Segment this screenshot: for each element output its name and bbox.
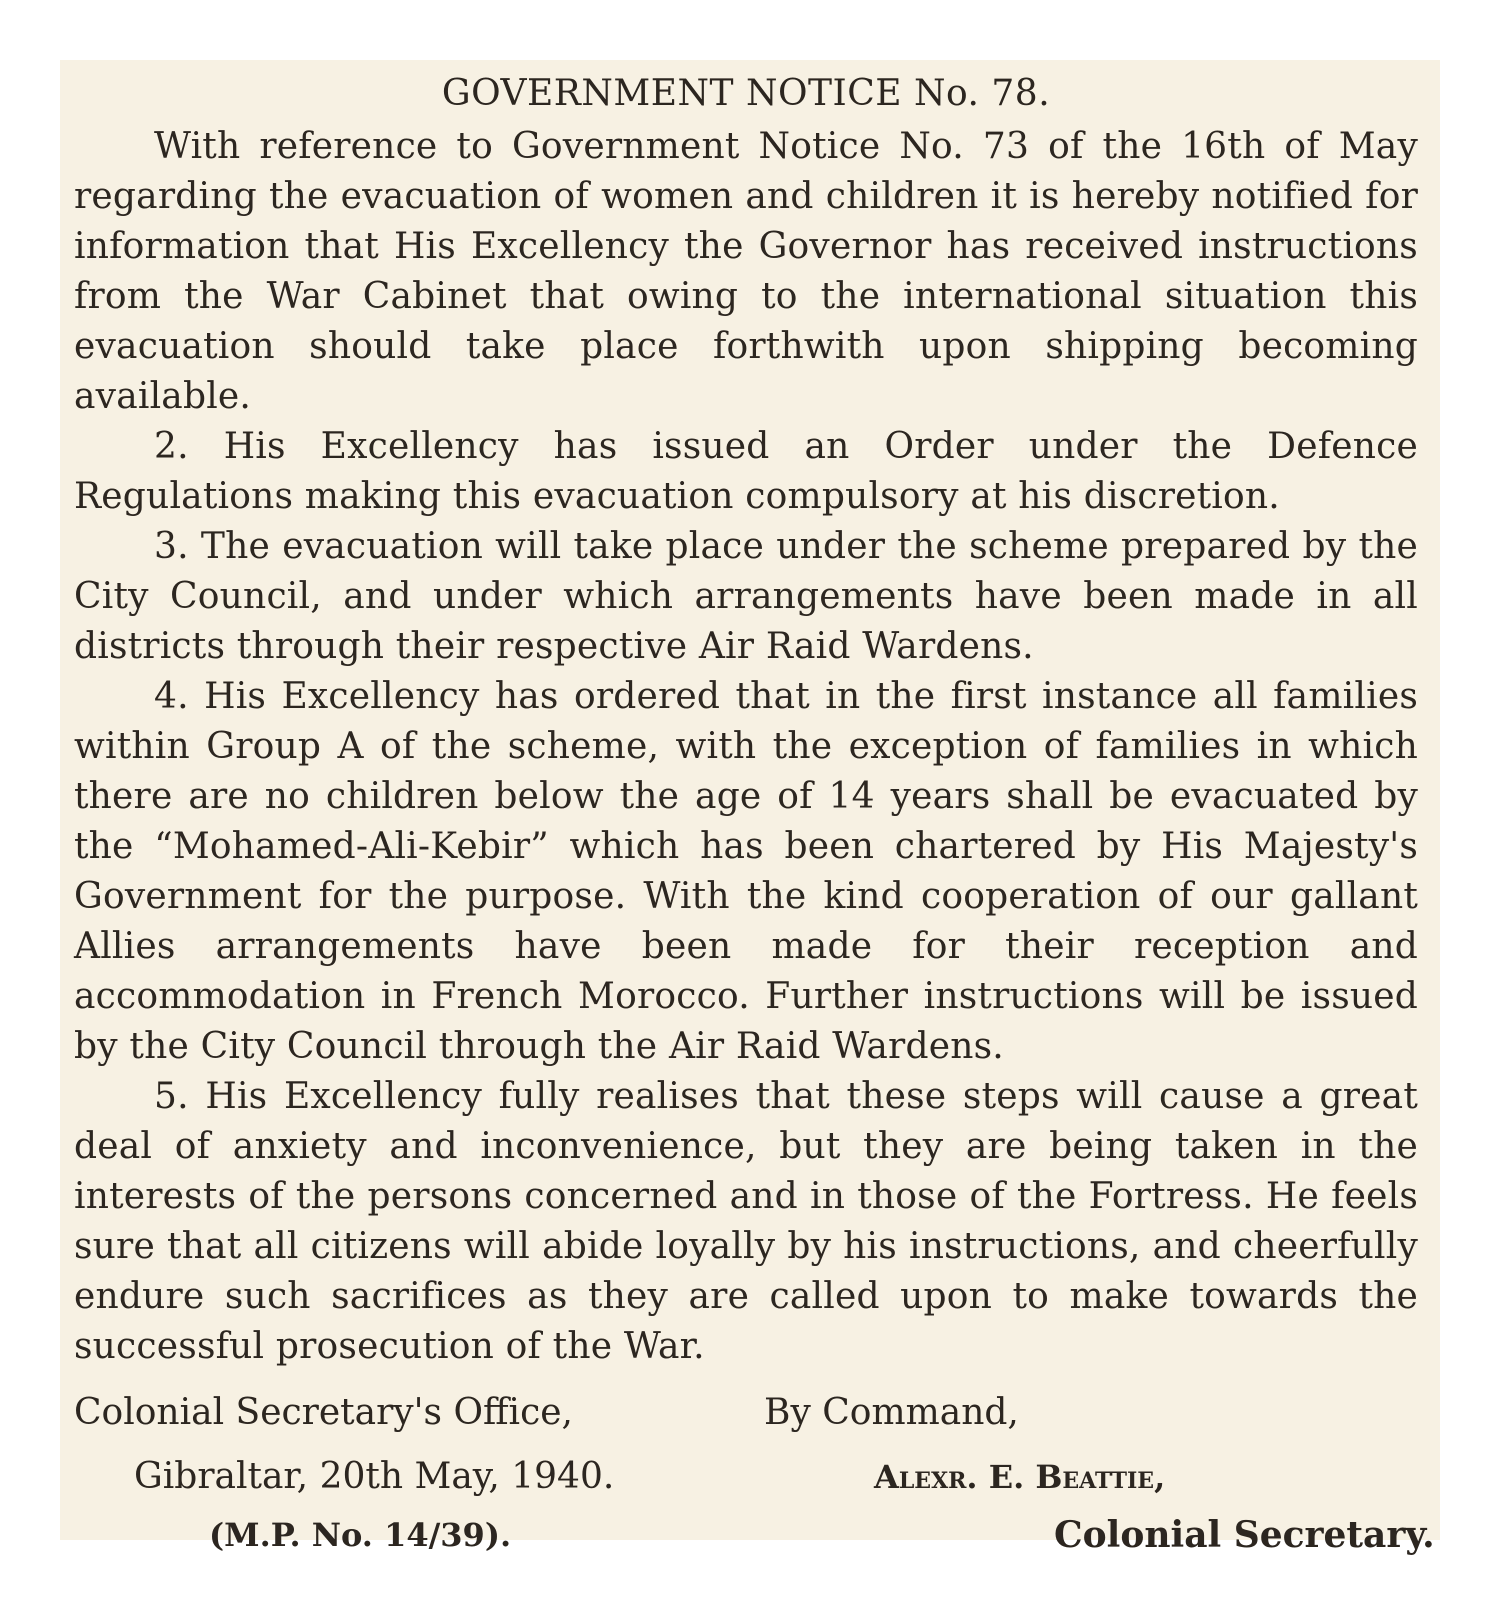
notice-title: GOVERNMENT NOTICE No. 78. <box>441 73 1051 114</box>
paragraph-4: 4. His Excellency has ordered that in the first instance all families within Group A of the scheme, with the exception of families in which there are no children below the age of 14 years shall be evacuated by the “Mohamed-Ali-Kebir” which has been chartered by His Majesty's Government for the purpose. With the kind cooperation of our gallant Allies arrangements have been made for their reception and accommodation in French Morocco. Further instructions will be issued by the City Council through the Air Raid Wardens. <box>74 676 1418 1067</box>
notice-footer <box>74 1382 1435 1582</box>
by-command: By Command, <box>764 1392 1019 1433</box>
paragraph-2: 2. His Excellency has issued an Order under the Defence Regulations making this evacuation compulsory at his discretion. <box>74 426 1418 517</box>
place-date: Gibraltar, 20th May, 1940. <box>134 1456 615 1497</box>
notice-document <box>60 60 1440 1556</box>
office-name: Colonial Secretary's Office, <box>74 1392 573 1433</box>
reference-number: (M.P. No. 14/39). <box>209 1516 512 1554</box>
paragraph-3: 3. The evacuation will take place under the scheme prepared by the City Council, and under which arrangements have been made in all districts through their respective Air Raid Wardens. <box>74 526 1418 667</box>
paragraph-1: With reference to Government Notice No. 73 of the 16th of May regarding the evacuation of women and children it is hereby notified for information that His Excellency the Governor has received instructions from the War Cabinet that owing to the international situation this evacuation should take place forthwith upon shipping becoming available. <box>74 126 1418 417</box>
signatory-title: Colonial Secretary. <box>1054 1514 1435 1556</box>
paragraph-5: 5. His Excellency fully realises that these steps will cause a great deal of anxiety and inconvenience, but they are being taken in the interests of the persons concerned and in those of the Fortress. He feels sure that all citizens will abide loyally by his instructions, and cheerfully endure such sacrifices as they are called upon to make towards the successful prosecution of the War. <box>74 1076 1418 1367</box>
signatory-name: Alexr. E. Beattie, <box>874 1458 1166 1496</box>
